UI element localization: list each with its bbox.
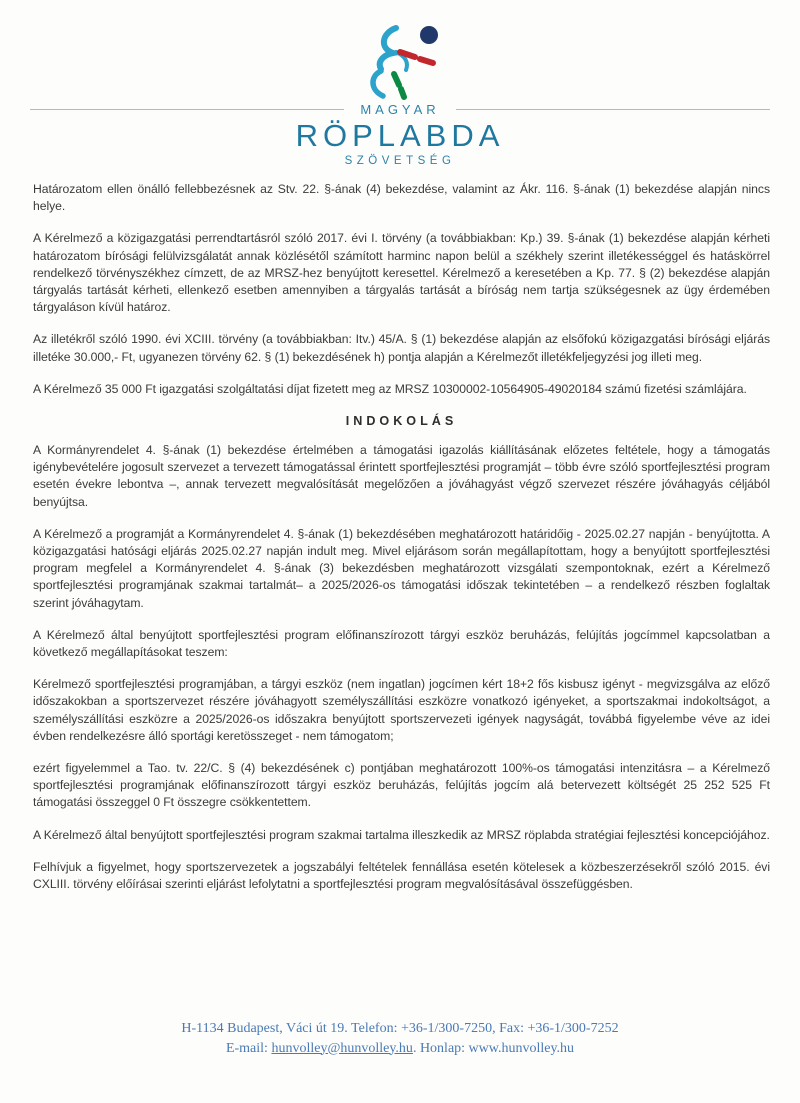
section-heading-indokolas: INDOKOLÁS bbox=[345, 414, 458, 429]
paragraph-minibus-rejection: Kérelmező sportfejlesztési programjában, a tárgyi eszköz (nem ingatlan) jogcímen kért 18+2 fős kisbusz igényt - megvizsgálva az előző időszakokban a sportszervezet részére jóváhagyott személyszállítási eszközre vonatkozó igényeket, a sportszakmai indokoltságot, a személyszállítási eszközre a 2025/2026-os időszakra benyújtott sportszervezeti igények nagyságát, továbbá figyelembe véve az idei évben rendelkezésre álló sportági keretösszeget - nem támogatom; bbox=[33, 677, 770, 743]
paragraph-program-submission: A Kérelmező a programját a Kormányrendelet 4. §-ának (1) bekezdésében meghatározott határidőig - 2025.02.27 napján - benyújtotta. A közigazgatási hatósági eljárás 2025.02.27 napján indult meg. Mivel eljárásom során megállapítottam, hogy a benyújtott sportfejlesztési program megfelel a Kormányrendelet 4. §-ának (3) bekezdésben meghatározott vizsgálati szempontoknak, ezért a Kérelmező sportfejlesztési programjának szakmai tartalmát– a 2025/2026-os támogatási időszak tekintetében – a rendelkező részben foglaltak szerint jóváhagytam. bbox=[33, 526, 770, 610]
paragraph-no-appeal: Határozatom ellen önálló fellebbezésnek az Stv. 22. §-ának (4) bekezdése, valamint az Ákr. 116. §-ának (1) bekezdése alapján nincs helye. bbox=[33, 182, 770, 214]
footer-address: H-1134 Budapest, Váci út 19. Telefon: +36-1/300-7250, Fax: +36-1/300-7252 bbox=[181, 1021, 619, 1036]
footer-homepage: . Honlap: www.hunvolley.hu bbox=[412, 1040, 575, 1056]
document-body bbox=[33, 181, 770, 893]
org-name-line3: SZÖVETSÉG bbox=[344, 155, 456, 167]
paragraph-court-fee: Az illetékről szóló 1990. évi XCIII. törvény (a továbbiakban: Itv.) 45/A. § (1) bekezdése alapján az elsőfokú közigazgatási bírósági eljárás illetéke 30.000,- Ft, ugyanezen törvény 62. § (1) bekezdésének h) pontja alapján a Kérelmezőt illetékfeljegyzési jog illeti meg. bbox=[33, 332, 770, 364]
footer-contact-line bbox=[0, 1039, 800, 1059]
right-divider-line bbox=[456, 109, 770, 110]
red-swoosh-2 bbox=[420, 59, 433, 63]
paragraph-procurement-notice: Felhívjuk a figyelmet, hogy sportszervezetek a jogszabályi feltételek fennállása esetén kötelesek a közbeszerzésekről szóló 2015. évi CXLIII. törvény előírásai szerinti eljárást lefolytatni a sportfejlesztési program megvalósításával összefüggésben. bbox=[33, 859, 770, 892]
green-swoosh-2 bbox=[401, 89, 404, 97]
paragraph-service-fee: A Kérelmező 35 000 Ft igazgatási szolgáltatási díjat fizetett meg az MRSZ 10300002-10564905-49020184 számú fizetési számlájára. bbox=[33, 381, 747, 396]
paragraph-gov-decree: A Kormányrendelet 4. §-ának (1) bekezdése értelmében a támogatási igazolás kiállításának előzetes feltétele, hogy a támogatás igénybevételére jogosult szervezet a tervezett támogatással érintett sportfejlesztési programját – több évre szóló sportfejlesztési program esetén évekre lebontva –, annak tervezett megvalósítását megelőzően a jóváhagyást végző szervezet részére jóváhagyás céljából benyújtsa. bbox=[33, 443, 770, 509]
player-leg-stroke bbox=[373, 71, 383, 96]
paragraph-cost-reduction: ezért figyelemmel a Tao. tv. 22/C. § (4) bekezdésének c) pontjában meghatározott 100%-os támogatási intenzitásra – a Kérelmező sportfejlesztési programjának előfinanszírozott tárgyi eszköz beruházás, felújítás jogcím alá betervezett költségét 25 252 525 Ft támogatási összeggel 0 Ft összegre csökkentettem. bbox=[33, 761, 770, 810]
logo-wordmark-row bbox=[30, 102, 770, 117]
paragraph-findings-intro: A Kérelmező által benyújtott sportfejlesztési program előfinanszírozott tárgyi eszköz beruházás, felújítás jogcímmel kapcsolatban a következő megállapításokat teszem: bbox=[33, 627, 770, 660]
org-name-line1: MAGYAR bbox=[360, 102, 440, 117]
org-name-line2: RÖPLABDA bbox=[295, 118, 505, 153]
footer-contact bbox=[0, 1019, 800, 1058]
paragraph-strategy-fit: A Kérelmező által benyújtott sportfejlesztési program szakmai tartalma illeszkedik az MRSZ röplabda stratégiai fejlesztési koncepciójához. bbox=[33, 827, 770, 842]
ball-icon bbox=[420, 26, 438, 44]
player-body-stroke bbox=[380, 28, 396, 69]
left-divider-line bbox=[30, 109, 344, 110]
federation-logo bbox=[0, 0, 800, 167]
paragraph-judicial-review: A Kérelmező a közigazgatási perrendtartásról szóló 2017. évi I. törvény (a továbbiakban: Kp.) 39. §-ának (1) bekezdése alapján kérheti határozatom bírósági felülvizsgálatát annak közlésétől számított harminc napon belül a székhely szerint illetékességgel és hatáskörrel rendelkező törvényszékhez címzett, de az MRSZ-hez benyújtott keresettel. Kérelmező a keresetében a Kp. 77. § (2) bekezdése alapján tárgyalás tartását kérheti, ellenkező esetben amennyiben a tárgyalás tartását a bíróság nem tartja szükségesnek az ügy érdemében tárgyaláson kívül határoz. bbox=[33, 231, 770, 315]
footer-email-label: E-mail: bbox=[225, 1040, 272, 1056]
footer-email-link[interactable]: hunvolley@hunvolley.hu bbox=[271, 1040, 413, 1056]
volleyball-player-icon bbox=[330, 24, 470, 100]
green-swoosh bbox=[394, 74, 399, 85]
